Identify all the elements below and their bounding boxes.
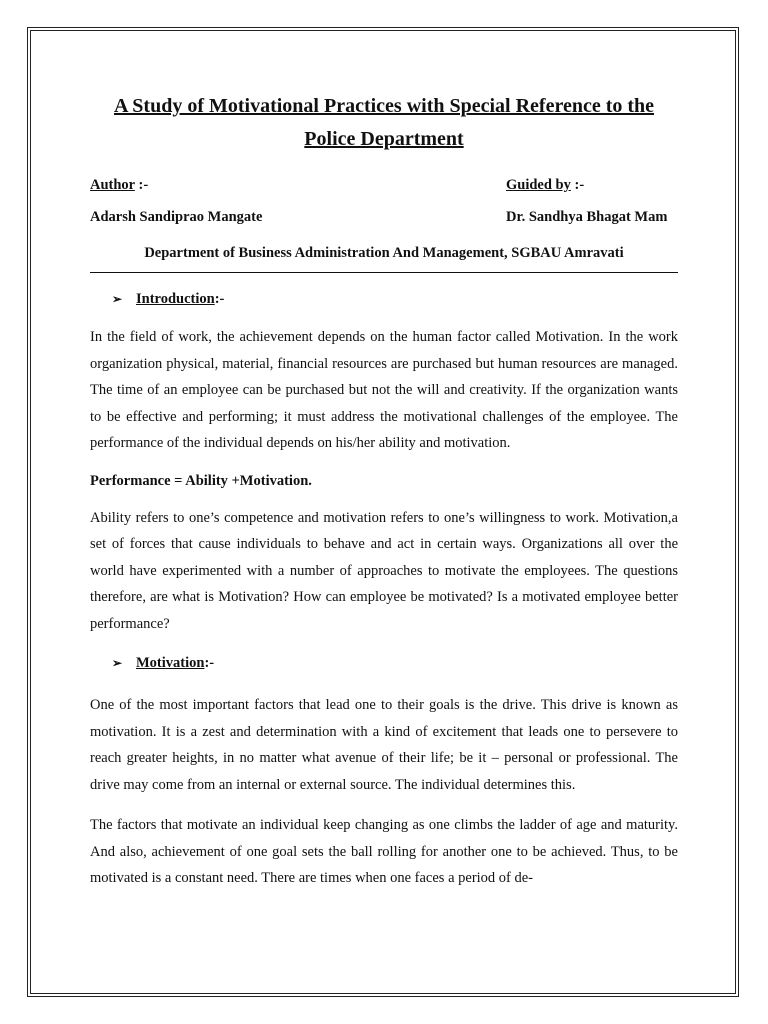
motivation-paragraph-2: The factors that motivate an individual keep changing as one climbs the ladder of age and maturity. And also, achievement of one goal sets the ball rolling for another one to be achieved. Thus, to be motivated is a constant need. There are times when one faces a period of de- [90,817,678,886]
arrow-bullet-icon: ➢ [112,292,123,306]
byline-names [90,207,678,227]
guide-label: Guided by [506,177,571,193]
author-label-suffix: :- [134,177,149,193]
performance-formula: Performance = Ability +Motivation. [90,472,312,489]
author-label: Author [90,177,135,193]
title-line-1: A Study of Motivational Practices with Special Reference to the [113,95,655,117]
title-line-2: Police Department [304,128,464,150]
motivation-paragraph-1: One of the most important factors that lead one to their goals is the drive. This drive is known as motivation. It is a zest and determination with a kind of excitement that leads one to persevere to reach greater heights, in no matter what avenue of their life; be it – personal or professional. The drive may come from an internal or external source. The individual determines this. [90,697,678,793]
document-title [90,90,678,156]
introduction-heading-suffix: :- [214,291,225,307]
arrow-bullet-icon: ➢ [112,656,123,670]
byline-headings [90,175,678,195]
motivation-heading-suffix: :- [204,655,215,671]
introduction-paragraph-1: In the field of work, the achievement depends on the human factor called Motivation. In the work organization physical, material, financial resources are purchased but human resources are managed. The time of an employee can be purchased but not the will and creativity. If the organization wants to be effective and performing; it must address the motivational challenges of the employee. The performance of the individual depends on his/her ability and motivation. [90,329,678,451]
guide-name: Dr. Sandhya Bhagat Mam [506,209,668,225]
introduction-heading [90,289,678,309]
author-heading [90,175,148,195]
department-line: Department of Business Administration And Management, SGBAU Amravati [90,243,678,273]
author-name: Adarsh Sandiprao Mangate [90,209,263,225]
motivation-heading-label: Motivation [136,655,205,671]
introduction-paragraph-2: Ability refers to one’s competence and motivation refers to one’s willingness to work. Motivation,a set of forces that cause individuals to behave and act in certain ways. Organizations all over the world have experimented with a number of approaches to motivate the employees. The questions therefore, are what is Motivation? How can employee be motivated? Is a motivated employee better performance? [90,509,678,632]
guide-label-suffix: :- [570,177,585,193]
motivation-heading [90,653,678,673]
document-body [90,90,678,892]
introduction-heading-label: Introduction [136,291,215,307]
guide-heading [506,175,678,195]
